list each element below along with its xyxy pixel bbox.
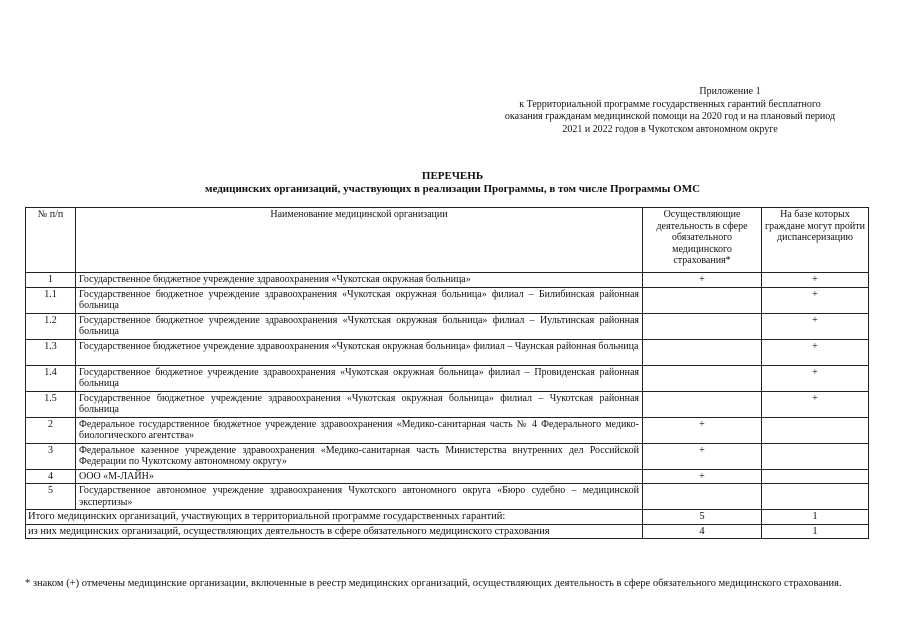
table-row <box>26 287 869 313</box>
row-oms-mark: + <box>643 469 762 484</box>
table-row <box>26 469 869 484</box>
row-oms-mark <box>643 287 762 313</box>
row-disp-mark: + <box>762 391 869 417</box>
header-num: № п/п <box>26 208 76 273</box>
document-title: ПЕРЕЧЕНЬ <box>421 170 484 182</box>
row-num: 1.4 <box>26 365 76 391</box>
row-oms-mark <box>643 339 762 365</box>
subtotal-oms-count: 4 <box>643 524 762 539</box>
row-disp-mark <box>762 484 869 510</box>
row-oms-mark: + <box>643 417 762 443</box>
row-disp-mark: + <box>762 313 869 339</box>
table-row <box>26 365 869 391</box>
header-disp: На базе которых граждане могут пройти диспансеризацию <box>762 208 869 273</box>
row-disp-mark: + <box>762 287 869 313</box>
row-name: Государственное бюджетное учреждение здравоохранения «Чукотская окружная больница» филиал – Провиденская районная больница <box>76 365 643 391</box>
header-oms: Осуществляющие деятельность в сфере обязательного медицинского страхования* <box>643 208 762 273</box>
subtotal-row <box>26 524 869 539</box>
table-row <box>26 484 869 510</box>
row-name: Государственное бюджетное учреждение здравоохранения «Чукотская окружная больница» <box>76 273 643 288</box>
table-row <box>26 313 869 339</box>
table-row <box>26 417 869 443</box>
row-num: 5 <box>26 484 76 510</box>
row-disp-mark: + <box>762 273 869 288</box>
organizations-table <box>25 207 869 539</box>
total-oms-count: 5 <box>643 510 762 525</box>
row-num: 1.1 <box>26 287 76 313</box>
table-row <box>26 273 869 288</box>
row-disp-mark <box>762 417 869 443</box>
total-disp-count: 1 <box>762 510 869 525</box>
total-row <box>26 510 869 525</box>
row-name: Государственное бюджетное учреждение здравоохранения «Чукотская окружная больница» филиал – Чаунская районная больница <box>76 339 643 365</box>
table-row <box>26 391 869 417</box>
row-name: Федеральное государственное бюджетное учреждение здравоохранения «Медико-санитарная часть № 4 Федерального медико-биологического агентства» <box>76 417 643 443</box>
table-row <box>26 339 869 365</box>
row-disp-mark: + <box>762 339 869 365</box>
appendix-line: оказания гражданам медицинской помощи на 2020 год и на плановый период <box>504 111 836 122</box>
table-row <box>26 443 869 469</box>
row-num: 1 <box>26 273 76 288</box>
row-num: 4 <box>26 469 76 484</box>
row-oms-mark <box>643 313 762 339</box>
header-name: Наименование медицинской организации <box>76 208 643 273</box>
row-num: 3 <box>26 443 76 469</box>
row-oms-mark: + <box>643 443 762 469</box>
row-name: ООО «М-ЛАЙН» <box>76 469 643 484</box>
row-num: 2 <box>26 417 76 443</box>
appendix-line: 2021 и 2022 годов в Чукотском автономном округе <box>562 123 778 135</box>
appendix-line: к Территориальной программе государственных гарантий бесплатного <box>519 98 821 110</box>
subtotal-disp-count: 1 <box>762 524 869 539</box>
row-name: Федеральное казенное учреждение здравоохранения «Медико-санитарная часть Министерства внутренних дел Российской Федерации по Чукотскому автономному округу» <box>76 443 643 469</box>
row-oms-mark: + <box>643 273 762 288</box>
row-num: 1.3 <box>26 339 76 365</box>
row-oms-mark <box>643 391 762 417</box>
row-disp-mark: + <box>762 365 869 391</box>
appendix-number: Приложение 1 <box>699 86 761 97</box>
row-oms-mark <box>643 484 762 510</box>
row-disp-mark <box>762 443 869 469</box>
row-num: 1.5 <box>26 391 76 417</box>
row-oms-mark <box>643 365 762 391</box>
row-name: Государственное бюджетное учреждение здравоохранения «Чукотская окружная больница» филиал – Чукотская районная больница <box>76 391 643 417</box>
appendix-block <box>470 86 870 136</box>
subtotal-label: из них медицинских организаций, осуществляющих деятельность в сфере обязательного медицинского страхования <box>26 524 643 539</box>
total-label: Итого медицинских организаций, участвующих в территориальной программе государственных гарантий: <box>26 510 643 525</box>
document-subtitle: медицинских организаций, участвующих в реализации Программы, в том числе Программы ОМС <box>204 183 701 195</box>
row-name: Государственное бюджетное учреждение здравоохранения «Чукотская окружная больница» филиал – Иультинская районная больница <box>76 313 643 339</box>
row-name: Государственное автономное учреждение здравоохранения Чукотского автономного округа «Бюро судебно – медицинской экспертизы» <box>76 484 643 510</box>
table-header-row <box>26 208 869 273</box>
footnote: * знаком (+) отмечены медицинские организации, включенные в реестр медицинских организаций, осуществляющих деятельность в сфере обязательного медицинского страхования. <box>25 578 842 589</box>
document-heading <box>0 170 905 196</box>
row-num: 1.2 <box>26 313 76 339</box>
row-name: Государственное бюджетное учреждение здравоохранения «Чукотская окружная больница» филиал – Билибинская районная больница <box>76 287 643 313</box>
row-disp-mark <box>762 469 869 484</box>
